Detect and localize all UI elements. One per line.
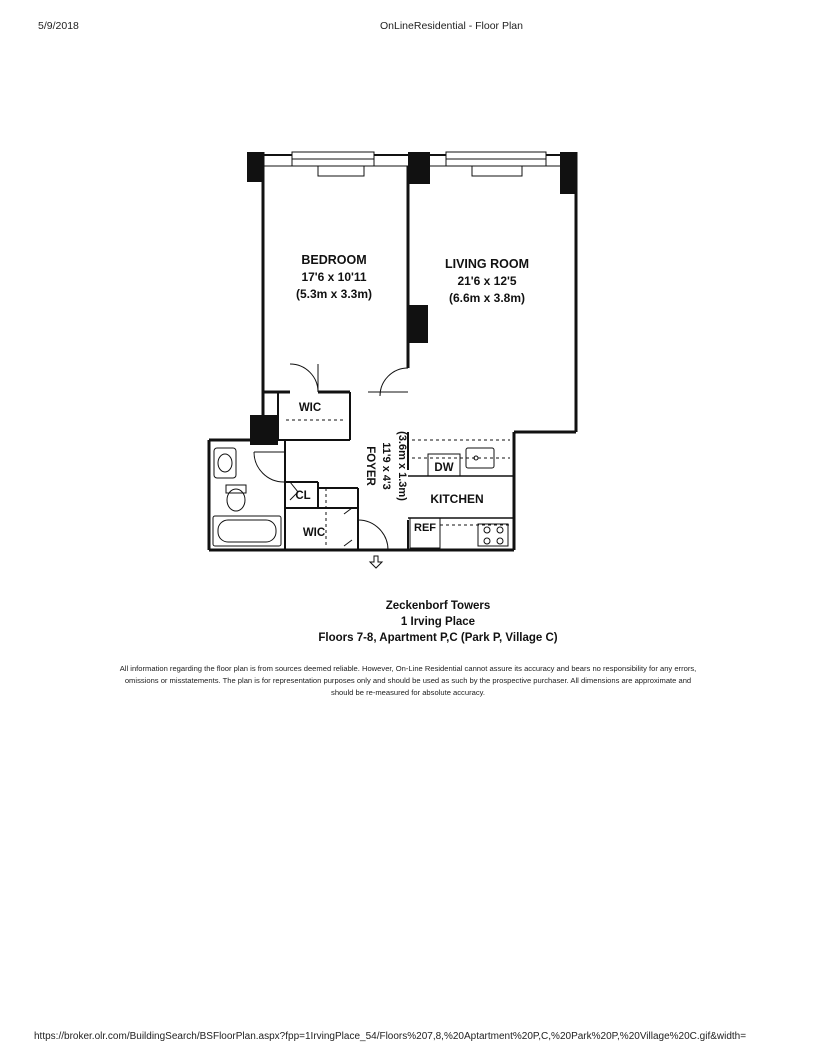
listing-caption — [0, 598, 816, 646]
page-title: OnLineResidential - Floor Plan — [380, 20, 523, 32]
building-address: 1 Irving Place — [400, 616, 476, 628]
entry-arrow-icon — [370, 556, 382, 568]
building-name: Zeckenborf Towers — [385, 600, 491, 612]
foyer-dims: 11'9 x 4'3 — [380, 442, 392, 490]
closet-label: CL — [295, 490, 311, 502]
bedroom-metric: (5.3m x 3.3m) — [295, 287, 373, 301]
exterior-walls — [209, 152, 576, 550]
wic-upper-label: WIC — [298, 402, 322, 414]
living-room-label: LIVING ROOM — [444, 257, 530, 271]
bedroom-dims: 17'6 x 10'11 — [301, 270, 367, 284]
kitchen-label: KITCHEN — [430, 492, 484, 506]
bedroom-label: BEDROOM — [301, 253, 367, 267]
foyer-label: FOYER — [364, 446, 376, 486]
living-room-dims: 21'6 x 12'5 — [457, 274, 517, 288]
wic-lower-label: WIC — [302, 527, 326, 539]
unit-description: Floors 7-8, Apartment P,C (Park P, Village C) — [318, 632, 558, 644]
dishwasher-label: DW — [434, 462, 454, 474]
disclaimer-text: All information regarding the floor plan is from sources deemed reliable. However, On-Line Residential cannot assure its accuracy and bears no responsibility for any errors, omissions or misstatements. The plan is for representation purposes only and should be used as such by the prospective purchaser. All dimensions are approximate and should be re-measured for absolute accuracy. — [119, 664, 697, 697]
living-room-metric: (6.6m x 3.8m) — [448, 291, 526, 305]
print-date: 5/9/2018 — [38, 20, 79, 32]
foyer-metric: (3.6m x 1.3m) — [396, 431, 408, 501]
source-url: https://broker.olr.com/BuildingSearch/BSFloorPlan.aspx?fpp=1IrvingPlace_54/Floors%207,8,%20Aptartment%20P,C,%20Park%20P,%20Village%20C.gif&width= — [34, 1031, 747, 1042]
bath-fixtures — [213, 448, 281, 546]
refrigerator-label: REF — [414, 522, 436, 534]
